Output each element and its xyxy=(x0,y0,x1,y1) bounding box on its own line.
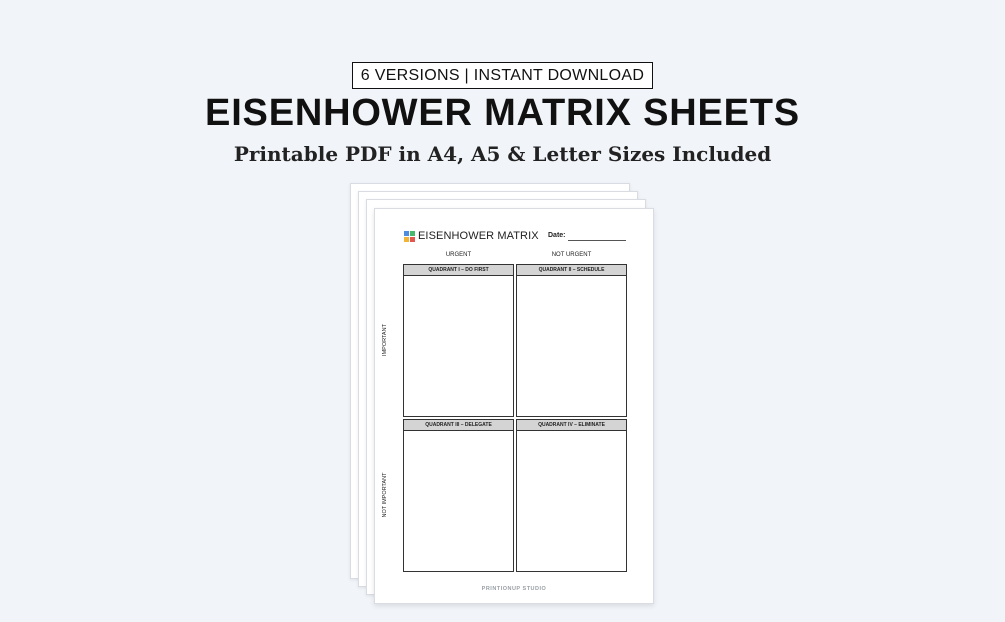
logo-square-red xyxy=(410,237,415,242)
quadrant-2 xyxy=(516,264,627,417)
date-label: Date: xyxy=(548,232,566,239)
matrix-sheet-preview xyxy=(374,208,654,604)
page-title: EISENHOWER MATRIX SHEETS xyxy=(205,92,800,134)
row-header-not-important: NOT IMPORTANT xyxy=(382,472,388,518)
date-line xyxy=(568,240,626,241)
matrix-logo-icon xyxy=(404,231,415,242)
logo-square-blue xyxy=(404,231,409,236)
row-header-important: IMPORTANT xyxy=(382,324,388,356)
logo-square-green xyxy=(410,231,415,236)
sheet-title: EISENHOWER MATRIX xyxy=(418,230,539,242)
quadrant-1 xyxy=(403,264,514,417)
quadrant-3 xyxy=(403,419,514,572)
logo-square-yellow xyxy=(404,237,409,242)
quadrant-3-header: QUADRANT III – DELEGATE xyxy=(404,420,513,431)
quadrant-4-header: QUADRANT IV – ELIMINATE xyxy=(517,420,626,431)
page-subtitle: Printable PDF in A4, A5 & Letter Sizes Included xyxy=(233,142,772,166)
quadrant-4 xyxy=(516,419,627,572)
versions-badge: 6 VERSIONS | INSTANT DOWNLOAD xyxy=(352,62,653,89)
quadrant-1-header: QUADRANT I – DO FIRST xyxy=(404,265,513,276)
column-header-urgent: URGENT xyxy=(445,252,472,258)
column-header-not-urgent: NOT URGENT xyxy=(551,252,592,258)
studio-brand: PRINTIONUP STUDIO xyxy=(481,586,547,592)
quadrant-2-header: QUADRANT II – SCHEDULE xyxy=(517,265,626,276)
